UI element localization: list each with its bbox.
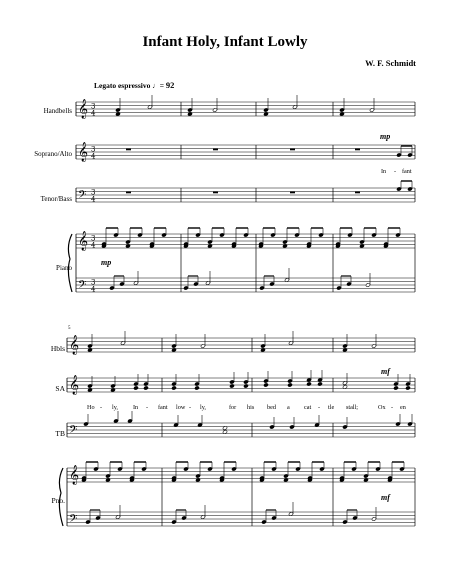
tempo-marking: Legato espressivo ♩= 92	[94, 80, 175, 90]
lyric-syllable: ly,	[200, 404, 206, 411]
lyric-syllable: In	[381, 168, 387, 175]
dynamic-voices-1: mp	[380, 132, 391, 141]
lyric-syllable: en	[400, 404, 406, 411]
dynamic-piano-2: mf	[381, 493, 390, 502]
time-signature: 3	[91, 145, 96, 154]
lyric-syllable: Ho	[87, 404, 95, 411]
whole-rest	[290, 192, 295, 194]
part-label-hbls: Hbls	[50, 344, 65, 353]
tempo-text: Legato espressivo	[94, 81, 151, 90]
lyric-syllable: low	[176, 404, 186, 411]
lyric-hyphen: -	[391, 404, 394, 411]
treble-clef-icon: 𝄞	[78, 142, 89, 162]
time-signature: 4	[91, 109, 96, 118]
time-signature: 3	[91, 188, 96, 197]
part-label-tenor-bass: Tenor/Bass	[40, 195, 72, 203]
treble-clef-icon: 𝄞	[69, 375, 80, 395]
whole-rest	[213, 149, 218, 151]
part-label-handbells: Handbells	[43, 107, 72, 115]
lyric-hyphen: -	[146, 404, 149, 411]
time-signature: 3	[91, 234, 96, 243]
treble-clef-icon: 𝄞	[78, 99, 89, 119]
part-label-sa: SA	[55, 384, 65, 393]
lyric-syllable: his	[247, 404, 255, 411]
lyric-syllable: tle	[328, 404, 335, 411]
notehead	[172, 386, 177, 390]
lyric-syllable: cat	[304, 404, 312, 411]
time-signature: 3	[91, 102, 96, 111]
notehead	[134, 386, 139, 390]
lyric-syllable: ly,	[112, 404, 118, 411]
notehead	[244, 384, 249, 388]
treble-clef-icon: 𝄞	[69, 335, 80, 355]
lyric-syllable: Ox	[378, 404, 386, 411]
lyric-hyphen: -	[189, 404, 192, 411]
lyric-syllable: stall;	[346, 404, 359, 411]
notehead	[307, 382, 312, 386]
lyric-syllable: fant	[402, 168, 412, 175]
part-label-soprano-alto: Soprano/Alto	[34, 150, 72, 158]
whole-rest	[213, 192, 218, 194]
time-signature: 4	[91, 241, 96, 250]
dynamic-piano-1: mp	[101, 258, 112, 267]
quarter-note-icon: ♩	[152, 81, 160, 90]
notehead	[230, 384, 235, 388]
time-signature: 4	[91, 285, 96, 294]
title: Infant Holy, Infant Lowly	[142, 34, 308, 50]
whole-rest	[126, 149, 131, 151]
notehead	[195, 386, 200, 390]
time-signature: 4	[91, 152, 96, 161]
bass-clef-icon: 𝄢	[69, 513, 78, 528]
measure-number: 5	[68, 326, 71, 331]
part-label-tb: TB	[55, 429, 65, 438]
composer: W. F. Schmidt	[365, 58, 416, 68]
lyric-syllable: bed	[267, 404, 276, 411]
notehead	[288, 383, 293, 387]
bass-clef-icon: 𝄢	[78, 279, 87, 294]
lyric-syllable: In	[133, 404, 139, 411]
brace	[68, 234, 72, 292]
notehead	[144, 386, 149, 390]
dynamic-voices-2: mf	[381, 367, 390, 376]
lyric-syllable: fant	[158, 404, 168, 411]
treble-clef-icon: 𝄞	[69, 465, 80, 485]
whole-rest	[355, 149, 360, 151]
bass-clef-icon: 𝄢	[78, 189, 87, 204]
notehead	[318, 382, 323, 386]
notehead	[394, 386, 399, 390]
whole-rest	[126, 192, 131, 194]
treble-clef-icon: 𝄞	[78, 231, 89, 251]
brace	[59, 468, 63, 526]
lyric-hyphen: -	[394, 168, 397, 175]
tempo-bpm: 92	[165, 80, 175, 90]
lyric-hyphen: -	[318, 404, 321, 411]
lyric-hyphen: -	[100, 404, 103, 411]
part-label-piano: Piano	[56, 264, 72, 272]
notehead	[264, 383, 269, 387]
whole-rest	[290, 149, 295, 151]
time-signature: 4	[91, 195, 96, 204]
lyric-syllable: for	[229, 404, 237, 411]
part-label-pno: Pno.	[51, 496, 65, 505]
notehead	[406, 386, 411, 390]
lyric-syllable: a	[287, 404, 290, 411]
time-signature: 3	[91, 278, 96, 287]
bass-clef-icon: 𝄢	[69, 424, 78, 439]
whole-rest	[355, 192, 360, 194]
